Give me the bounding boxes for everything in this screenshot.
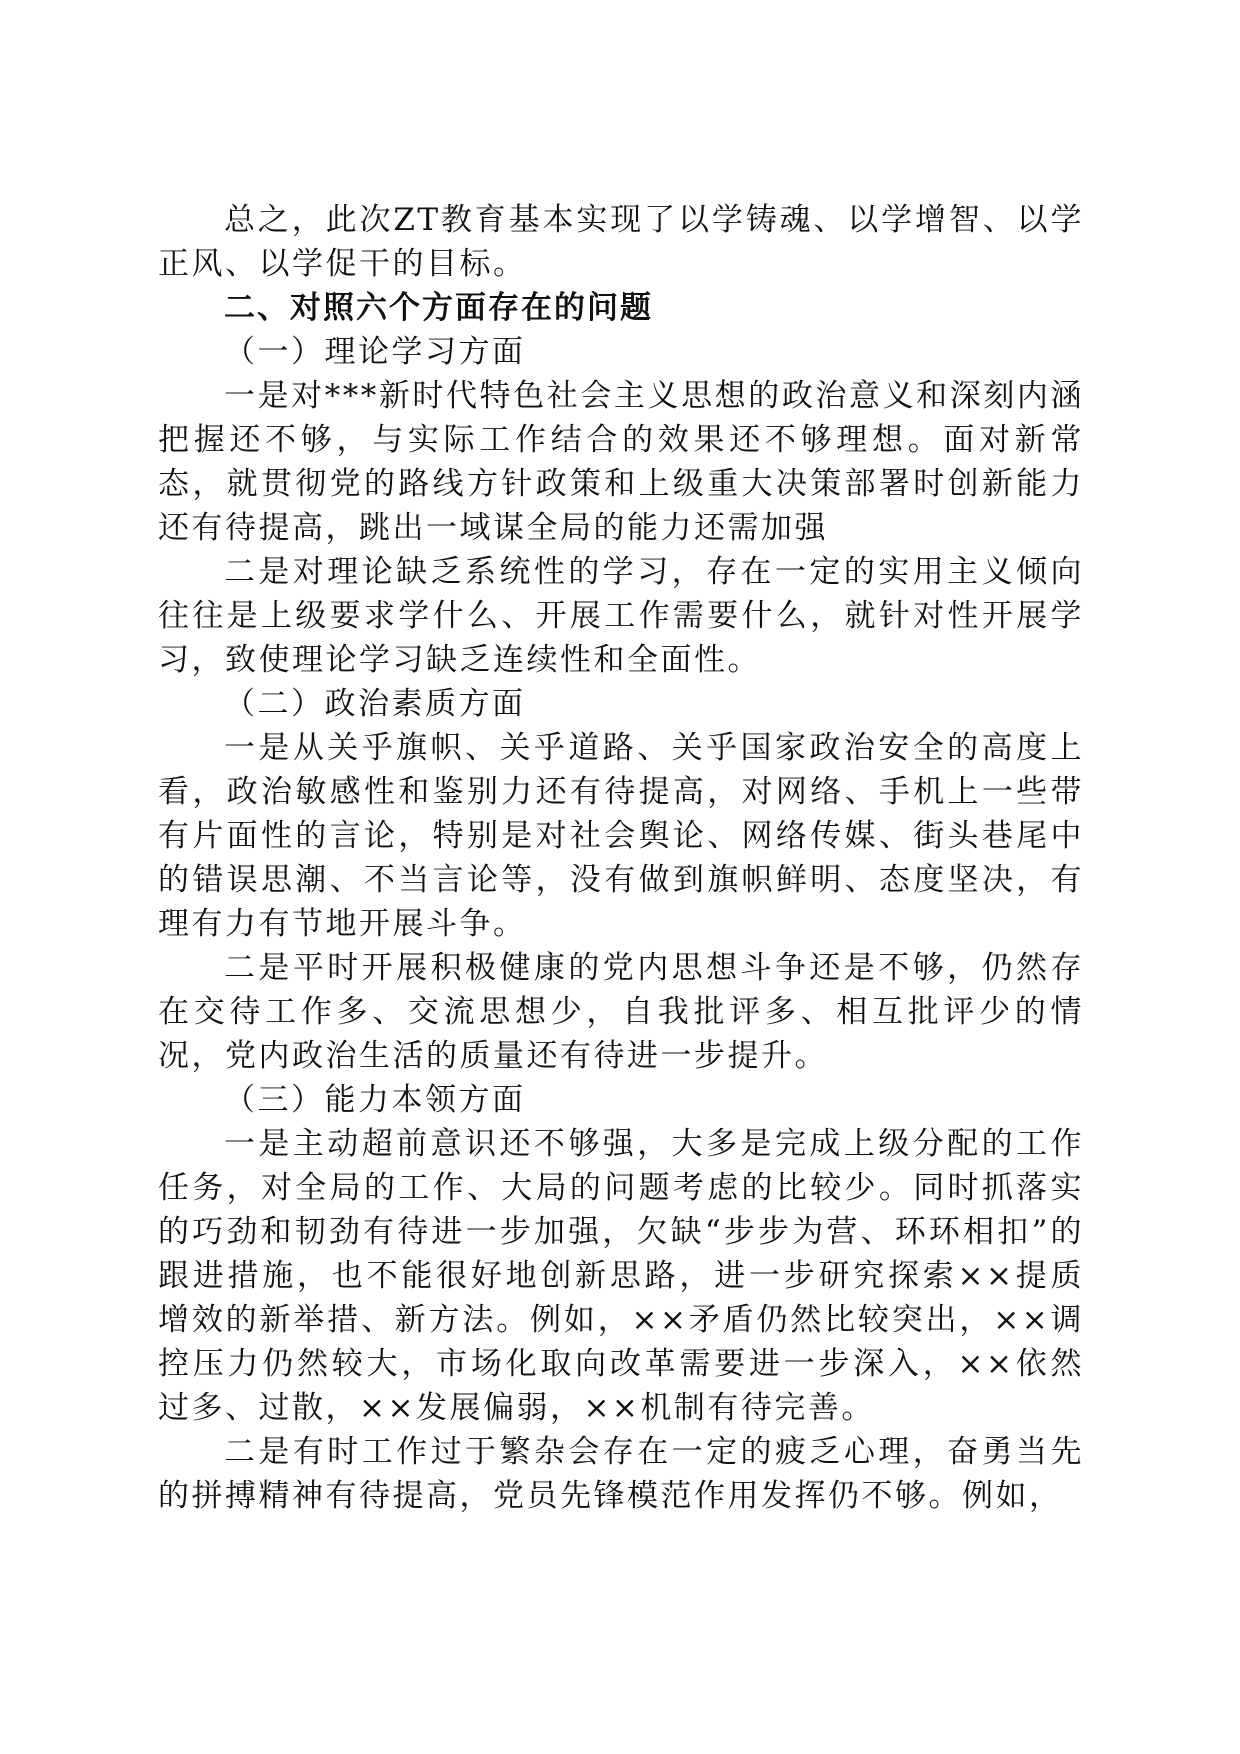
ability-paragraph-1: 一是主动超前意识还不够强，大多是完成上级分配的工作任务，对全局的工作、大局的问题考虑的比较少。同时抓落实的巧劲和韧劲有待进一步加强，欠缺“步步为营、环环相扣”的跟进措施，也不能很好地创新思路，进一步研究探索××提质增效的新举措、新方法。例如，××矛盾仍然比较突出，××调控压力仍然较大，市场化取向改革需要进一步深入，××依然过多、过散，××发展偏弱，××机制有待完善。 bbox=[158, 1126, 1084, 1426]
subsection-title-theory: （一）理论学习方面 bbox=[224, 334, 526, 370]
theory-paragraph-1: 一是对***新时代特色社会主义思想的政治意义和深刻内涵把握还不够，与实际工作结合的效果还不够理想。面对新常态，就贯彻党的路线方针政策和上级重大决策部署时创新能力还有待提高，跳出一域谋全局的能力还需加强 bbox=[158, 378, 1084, 546]
politics-paragraph-2: 二是平时开展积极健康的党内思想斗争还是不够，仍然存在交待工作多、交流思想少，自我批评多、相互批评少的情况，党内政治生活的质量还有待进一步提升。 bbox=[158, 950, 1084, 1074]
document-page bbox=[158, 198, 1084, 1518]
subsection-title-politics: （二）政治素质方面 bbox=[224, 686, 526, 722]
summary-paragraph: 总之，此次ZT教育基本实现了以学铸魂、以学增智、以学正风、以学促干的目标。 bbox=[158, 202, 1084, 282]
subsection-title-ability: （三）能力本领方面 bbox=[224, 1082, 526, 1118]
ability-paragraph-2: 二是有时工作过于繁杂会存在一定的疲乏心理，奋勇当先的拼搏精神有待提高，党员先锋模范作用发挥仍不够。例如， bbox=[158, 1434, 1084, 1514]
theory-paragraph-2: 二是对理论缺乏系统性的学习，存在一定的实用主义倾向往往是上级要求学什么、开展工作需要什么，就针对性开展学习，致使理论学习缺乏连续性和全面性。 bbox=[158, 554, 1084, 678]
section-title: 二、对照六个方面存在的问题 bbox=[224, 290, 653, 326]
politics-paragraph-1: 一是从关乎旗帜、关乎道路、关乎国家政治安全的高度上看，政治敏感性和鉴别力还有待提高，对网络、手机上一些带有片面性的言论，特别是对社会舆论、网络传媒、街头巷尾中的错误思潮、不当言论等，没有做到旗帜鲜明、态度坚决，有理有力有节地开展斗争。 bbox=[158, 730, 1084, 942]
